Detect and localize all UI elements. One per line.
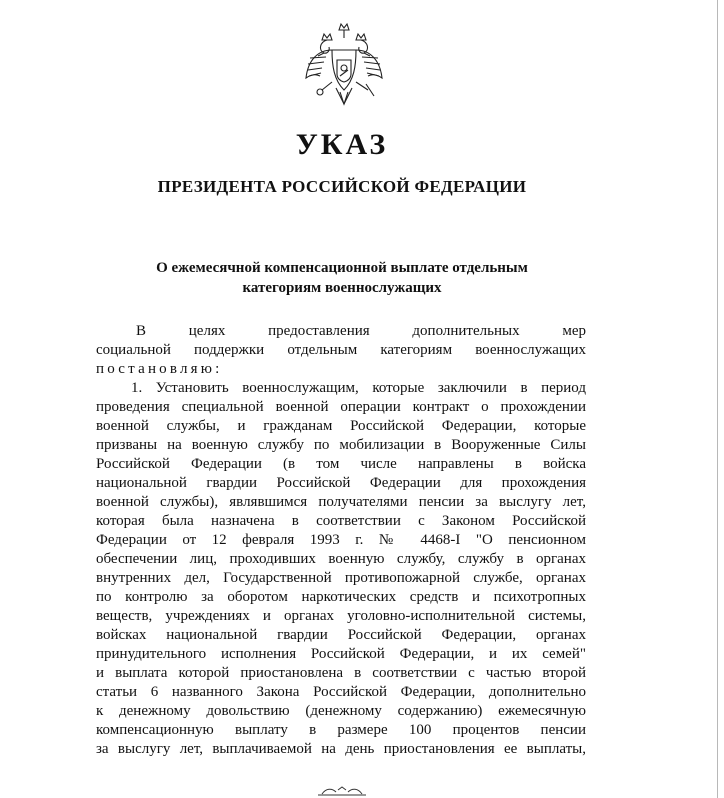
body-line: военной службы, и гражданам Российской Федерации, которые: [96, 418, 586, 434]
body-line: по контролю за оборотом наркотических средств и психотропных: [96, 589, 586, 605]
body-line: войсках национальной гвардии Российской Федерации, органах: [96, 627, 586, 643]
body-line: 1. Установить военнослужащим, которые заключили в период: [131, 380, 586, 396]
body-line: обеспечении лиц, проходивших военную службу, службу в органах: [96, 551, 586, 567]
body-line: которая была назначена в соответствии с Законом Российской: [96, 513, 586, 529]
document-subtitle: ПРЕЗИДЕНТА РОССИЙСКОЙ ФЕДЕРАЦИИ: [157, 177, 527, 196]
body-line: за выслугу лет, выплачиваемой на день приостановления ее выплаты,: [96, 741, 586, 757]
body-line: В целях предоставления дополнительных мер: [136, 323, 586, 339]
body-line: компенсационную выплату в размере 100 процентов пенсии: [96, 722, 586, 738]
heading-line: категориям военнослужащих: [242, 280, 442, 296]
footer-mark-icon: [312, 784, 372, 796]
body-line: Федерации от 12 февраля 1993 г. № 4468-I "О пенсионном: [96, 532, 586, 548]
body-line: к денежному довольствию (денежному содержанию) ежемесячную: [96, 703, 586, 719]
document-body: [96, 322, 586, 759]
body-line: национальной гвардии Российской Федерации для прохождения: [96, 475, 586, 491]
body-line: принудительного исполнения Российской Федерации, и их семей": [96, 646, 586, 662]
body-line: военной службы), являвшимся получателями пенсии за выслугу лет,: [96, 494, 586, 510]
body-line: Российской Федерации (в том числе направлены в войска: [96, 456, 586, 472]
body-line: веществ, учреждениях и органах уголовно-исполнительной системы,: [96, 608, 586, 624]
body-line: проведения специальной военной операции контракт о прохождении: [96, 399, 586, 415]
coat-of-arms-icon: [300, 20, 388, 116]
body-line-postanovlyayu: постановляю:: [96, 361, 223, 377]
page-edge: [717, 0, 718, 798]
body-line: внутренних дел, Государственной противопожарной службе, органах: [96, 570, 586, 586]
document-heading: [130, 258, 554, 298]
body-line: социальной поддержки отдельным категориям военнослужащих: [96, 342, 586, 358]
body-line: призваны на военную службу по мобилизации в Вооруженные Силы: [96, 437, 586, 453]
body-line: статьи 6 названного Закона Российской Федерации, дополнительно: [96, 684, 586, 700]
document-title: УКАЗ: [295, 128, 389, 161]
heading-line: О ежемесячной компенсационной выплате отдельным: [156, 260, 528, 276]
body-line: и выплата которой приостановлена в соответствии с частью второй: [96, 665, 586, 681]
